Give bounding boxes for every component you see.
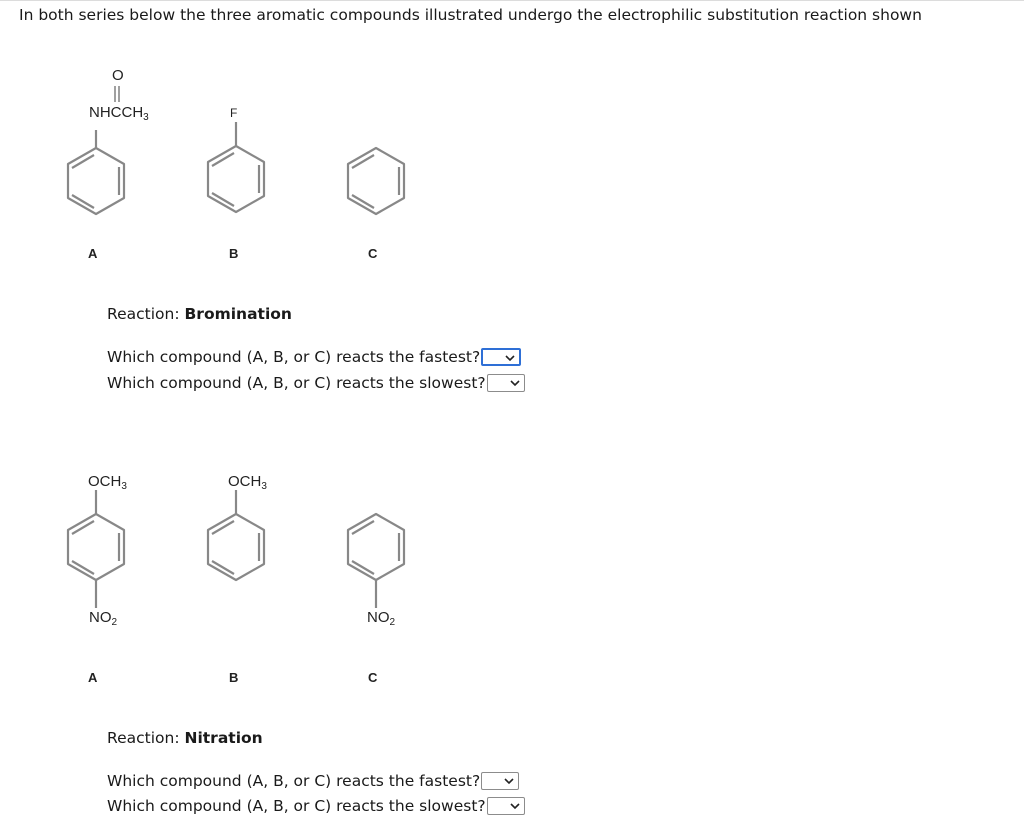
compound-label-2a: A <box>88 670 98 685</box>
reaction-nitration: Reaction: Nitration <box>107 729 263 747</box>
chevron-down-icon <box>509 377 521 389</box>
substituent-och3-b: $OCH_3$ <box>228 473 267 492</box>
compound-label-2c: C <box>368 670 378 685</box>
reaction-bromination: Reaction: Bromination <box>107 305 292 323</box>
intro-text: In both series below the three aromatic compounds illustrated undergo the electrophilic substitution reaction shown <box>19 6 922 24</box>
compound-label-1b: B <box>229 246 239 261</box>
compound-label-2b: B <box>229 670 239 685</box>
top-divider <box>0 0 1024 1</box>
carbonyl-oxygen-label: O <box>112 67 124 84</box>
benzene-ring-2c <box>338 508 418 612</box>
answer-select-2-fastest[interactable] <box>481 772 519 790</box>
answer-select-2-slowest[interactable] <box>487 797 525 815</box>
benzene-ring-1c <box>338 140 418 222</box>
chevron-down-icon <box>504 352 516 364</box>
chevron-down-icon <box>509 800 521 812</box>
question-2-slowest <box>107 796 525 816</box>
benzene-ring-1a <box>60 130 140 220</box>
substituent-och3-a: $OCH_3$ <box>88 473 127 492</box>
question-2-fastest <box>107 771 519 791</box>
substituent-no2-c: $NO_2$ <box>367 609 396 628</box>
question-1-slowest <box>107 373 525 393</box>
substituent-fluorine: F <box>230 106 238 120</box>
compound-label-1a: A <box>88 246 98 261</box>
benzene-ring-2b <box>199 490 279 586</box>
question-text: Which compound (A, B, or C) reacts the slowest? <box>107 374 486 392</box>
question-text: Which compound (A, B, or C) reacts the slowest? <box>107 797 486 815</box>
question-text: Which compound (A, B, or C) reacts the fastest? <box>107 772 481 790</box>
carbonyl-bond-icon <box>112 84 122 104</box>
benzene-ring-2a <box>60 490 140 612</box>
question-1-fastest <box>107 347 521 367</box>
substituent-nhcch3: $NHCCH_3$ <box>89 104 149 123</box>
substituent-no2-a: $NO_2$ <box>89 609 118 628</box>
answer-select-1-fastest[interactable] <box>481 348 521 366</box>
answer-select-1-slowest[interactable] <box>487 374 525 392</box>
compound-label-1c: C <box>368 246 378 261</box>
benzene-ring-1b <box>198 120 278 220</box>
question-text: Which compound (A, B, or C) reacts the fastest? <box>107 348 481 366</box>
chevron-down-icon <box>503 775 515 787</box>
